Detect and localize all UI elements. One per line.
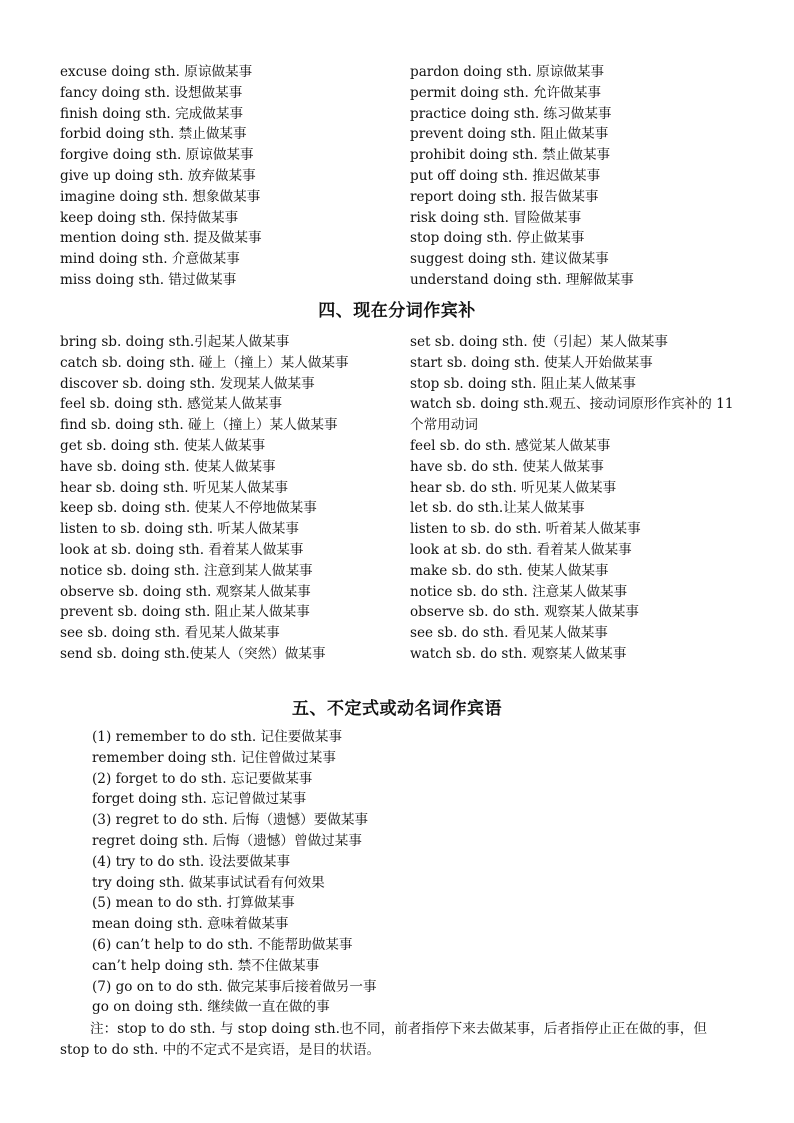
list-item: set sb. doing sth. 使（引起）某人做某事 [410, 334, 668, 350]
list-item: watch sb. doing sth.观五、接动词原形作宾补的 11 个常用动词 [410, 396, 734, 434]
list-item: can’t help doing sth. 禁不住做某事 [92, 957, 320, 974]
list-item: suggest doing sth. 建议做某事 [410, 251, 609, 268]
list-item: start sb. doing sth. 使某人开始做某事 [410, 354, 653, 371]
list-item: send sb. doing sth.使某人（突然）做某事 [60, 645, 326, 662]
list-item: listen to sb. do sth. 听着某人做某事 [410, 521, 641, 538]
list-item: permit doing sth. 允许做某事 [410, 84, 602, 101]
list-item: understand doing sth. 理解做某事 [410, 271, 634, 288]
list-item: imagine doing sth. 想象做某事 [60, 188, 261, 205]
list-item: put off doing sth. 推迟做某事 [410, 167, 601, 184]
list-item: (4) try to do sth. 设法要做某事 [92, 853, 291, 870]
list-item: hear sb. doing sth. 听见某人做某事 [60, 479, 289, 496]
list-item: go on doing sth. 继续做一直在做的事 [92, 999, 330, 1016]
list-item: report doing sth. 报告做某事 [410, 188, 599, 205]
list-item: observe sb. doing sth. 观察某人做某事 [60, 583, 311, 600]
list-item: risk doing sth. 冒险做某事 [410, 209, 582, 226]
section-heading-4: 四、现在分词作宾补 [318, 301, 476, 321]
list-item: let sb. do sth.让某人做某事 [410, 500, 585, 517]
list-item: mean doing sth. 意味着做某事 [92, 916, 289, 933]
list-item: keep sb. doing sth. 使某人不停地做某事 [60, 500, 317, 517]
list-item: give up doing sth. 放弃做某事 [60, 167, 256, 184]
list-item: prevent sb. doing sth. 阻止某人做某事 [60, 604, 310, 621]
list-item: practice doing sth. 练习做某事 [410, 105, 612, 122]
list-item: forget doing sth. 忘记曾做过某事 [92, 791, 307, 808]
list-item: hear sb. do sth. 听见某人做某事 [410, 479, 617, 496]
list-item: remember doing sth. 记住曾做过某事 [92, 749, 336, 766]
list-item: excuse doing sth. 原谅做某事 [60, 64, 253, 80]
list-item: forgive doing sth. 原谅做某事 [60, 147, 254, 164]
list-item: look at sb. do sth. 看着某人做某事 [410, 541, 632, 558]
list-item: (6) can’t help to do sth. 不能帮助做某事 [92, 936, 353, 953]
gerund-list-left [60, 62, 410, 291]
section-heading-5: 五、不定式或动名词作宾语 [292, 699, 502, 719]
list-item: find sb. doing sth. 碰上（撞上）某人做某事 [60, 417, 338, 434]
list-item: (1) remember to do sth. 记住要做某事 [92, 729, 343, 745]
list-item: feel sb. do sth. 感觉某人做某事 [410, 437, 611, 454]
list-item: fancy doing sth. 设想做某事 [60, 84, 243, 101]
list-item: notice sb. doing sth. 注意到某人做某事 [60, 562, 313, 579]
list-item: regret doing sth. 后悔（遗憾）曾做过某事 [92, 832, 362, 849]
list-item: look at sb. doing sth. 看着某人做某事 [60, 541, 304, 558]
list-item: finish doing sth. 完成做某事 [60, 105, 244, 122]
list-item: stop sb. doing sth. 阻止某人做某事 [410, 375, 636, 392]
list-item: make sb. do sth. 使某人做某事 [410, 562, 609, 579]
list-item: miss doing sth. 错过做某事 [60, 271, 237, 288]
list-item: pardon doing sth. 原谅做某事 [410, 64, 605, 80]
list-item: keep doing sth. 保持做某事 [60, 209, 239, 226]
list-item: forbid doing sth. 禁止做某事 [60, 126, 247, 143]
list-item: (5) mean to do sth. 打算做某事 [92, 895, 295, 912]
participle-list-right [410, 332, 740, 665]
list-item: (3) regret to do sth. 后悔（遗憾）要做某事 [92, 812, 369, 829]
infinitive-gerund-object-list [92, 727, 752, 1018]
list-item: (7) go on to do sth. 做完某事后接着做另一事 [92, 978, 377, 995]
list-item: feel sb. doing sth. 感觉某人做某事 [60, 396, 283, 413]
list-item: get sb. doing sth. 使某人做某事 [60, 437, 266, 454]
gerund-verb-list [60, 62, 740, 291]
list-item: catch sb. doing sth. 碰上（撞上）某人做某事 [60, 354, 349, 371]
list-item: bring sb. doing sth.引起某人做某事 [60, 334, 290, 350]
list-item: listen to sb. doing sth. 听某人做某事 [60, 521, 299, 538]
list-item: mind doing sth. 介意做某事 [60, 251, 240, 268]
list-item: watch sb. do sth. 观察某人做某事 [410, 645, 627, 662]
list-item: observe sb. do sth. 观察某人做某事 [410, 604, 639, 621]
participle-list-left [60, 332, 410, 665]
list-item: notice sb. do sth. 注意某人做某事 [410, 583, 628, 600]
list-item: stop doing sth. 停止做某事 [410, 230, 585, 247]
note-paragraph: 注：stop to do sth. 与 stop doing sth.也不同，前者指停下来去做某事，后者指停止正在做的事，但 stop to do sth. 中的不定式不是宾语，是目的状语。 [60, 1021, 707, 1058]
list-item: see sb. doing sth. 看见某人做某事 [60, 625, 280, 642]
list-item: prohibit doing sth. 禁止做某事 [410, 147, 611, 164]
list-item: try doing sth. 做某事试试看有何效果 [92, 874, 325, 891]
list-item: prevent doing sth. 阻止做某事 [410, 126, 609, 143]
list-item: discover sb. doing sth. 发现某人做某事 [60, 375, 315, 392]
list-item: have sb. do sth. 使某人做某事 [410, 458, 604, 475]
list-item: have sb. doing sth. 使某人做某事 [60, 458, 276, 475]
list-item: (2) forget to do sth. 忘记要做某事 [92, 770, 313, 787]
gerund-list-right [410, 62, 740, 291]
list-item: see sb. do sth. 看见某人做某事 [410, 625, 608, 642]
participle-complement-list [60, 332, 740, 665]
list-item: mention doing sth. 提及做某事 [60, 230, 262, 247]
